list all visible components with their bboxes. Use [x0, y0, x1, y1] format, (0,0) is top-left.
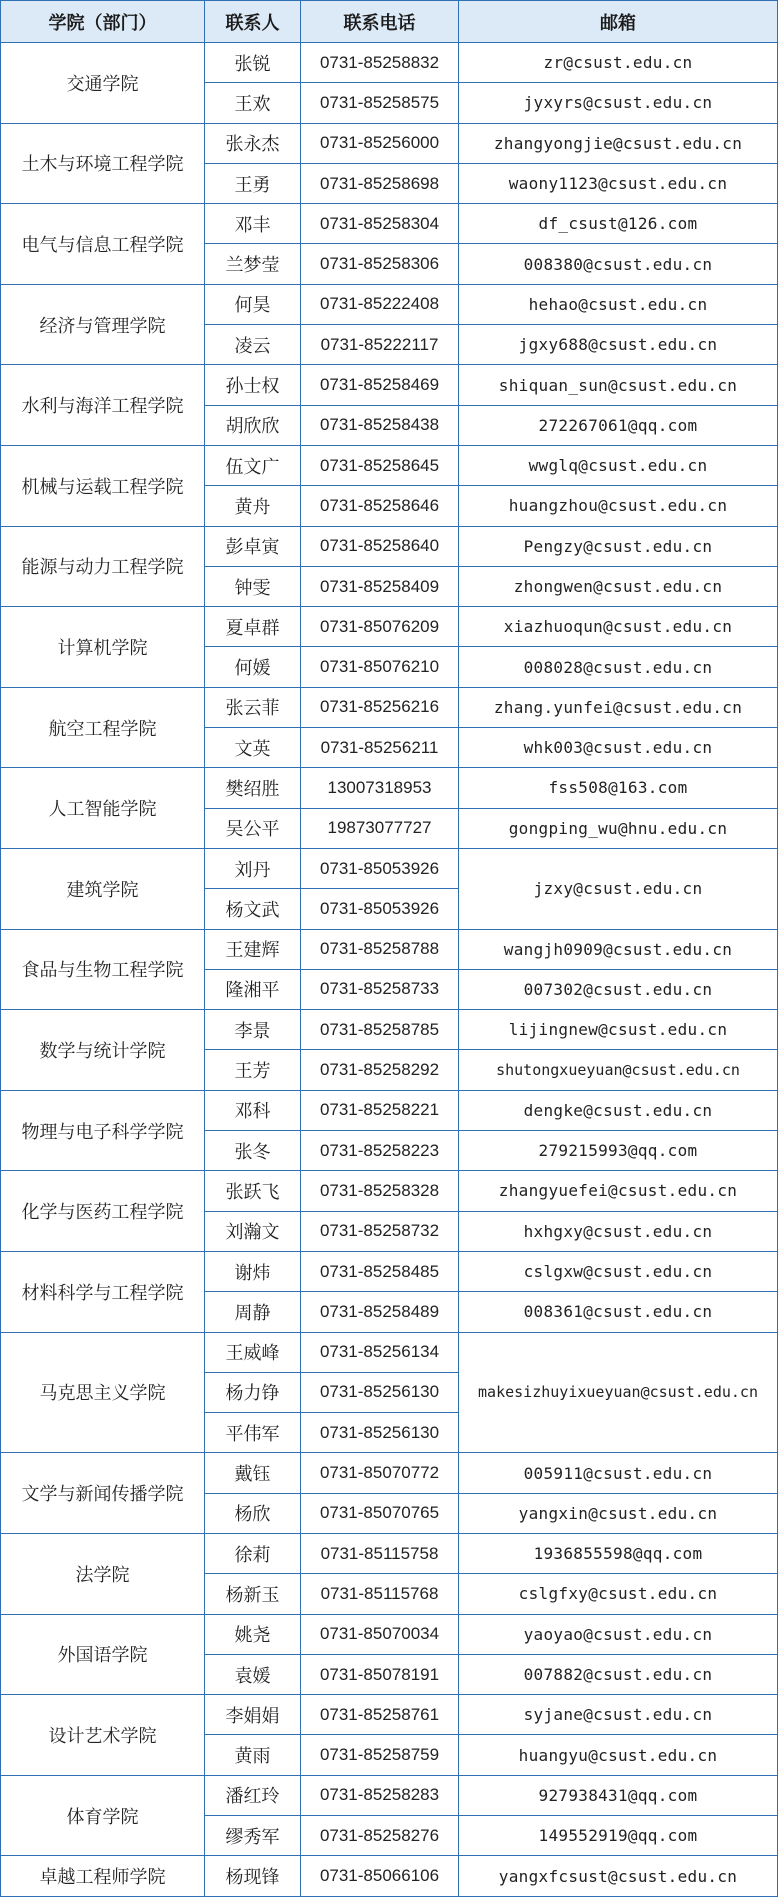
contact-phone: 0731-85115768	[301, 1574, 459, 1614]
table-row	[1, 1090, 778, 1130]
header-phone: 联系电话	[301, 1, 459, 43]
contact-name: 张永杰	[205, 123, 301, 163]
contact-email[interactable]: cslgxw@csust.edu.cn	[459, 1251, 778, 1291]
contact-phone: 0731-85078191	[301, 1654, 459, 1694]
contact-email[interactable]: hehao@csust.edu.cn	[459, 284, 778, 324]
college-name: 文学与新闻传播学院	[1, 1453, 205, 1534]
contact-name: 周静	[205, 1292, 301, 1332]
contact-name: 王欢	[205, 83, 301, 123]
table-row	[1, 123, 778, 163]
college-name: 数学与统计学院	[1, 1010, 205, 1091]
contact-phone: 0731-85222408	[301, 284, 459, 324]
contact-email[interactable]: wangjh0909@csust.edu.cn	[459, 929, 778, 969]
header-row	[1, 1, 778, 43]
contact-email[interactable]: shutongxueyuan@csust.edu.cn	[459, 1050, 778, 1090]
contact-phone: 0731-85258438	[301, 405, 459, 445]
contact-name: 孙士权	[205, 365, 301, 405]
contact-email[interactable]: waony1123@csust.edu.cn	[459, 163, 778, 203]
contact-phone: 0731-85070034	[301, 1614, 459, 1654]
contact-name: 平伟军	[205, 1413, 301, 1453]
contact-email[interactable]: zhangyongjie@csust.edu.cn	[459, 123, 778, 163]
contact-name: 戴钰	[205, 1453, 301, 1493]
contact-email[interactable]: huangyu@csust.edu.cn	[459, 1735, 778, 1775]
contact-email[interactable]: hxhgxy@csust.edu.cn	[459, 1211, 778, 1251]
contact-email[interactable]: jgxy688@csust.edu.cn	[459, 325, 778, 365]
contact-phone: 13007318953	[301, 768, 459, 808]
contact-email[interactable]: zhang.yunfei@csust.edu.cn	[459, 687, 778, 727]
table-row	[1, 1856, 778, 1896]
contact-email[interactable]: yangxin@csust.edu.cn	[459, 1493, 778, 1533]
contact-phone: 0731-85258304	[301, 204, 459, 244]
contact-phone: 0731-85258328	[301, 1171, 459, 1211]
table-row	[1, 526, 778, 566]
contact-phone: 0731-85258640	[301, 526, 459, 566]
contact-phone: 0731-85258469	[301, 365, 459, 405]
contact-phone: 0731-85258283	[301, 1775, 459, 1815]
table-row	[1, 607, 778, 647]
contact-email[interactable]: yangxfcsust@csust.edu.cn	[459, 1856, 778, 1896]
table-row	[1, 1453, 778, 1493]
contact-email[interactable]: 007302@csust.edu.cn	[459, 969, 778, 1009]
table-row	[1, 929, 778, 969]
college-name: 土木与环境工程学院	[1, 123, 205, 204]
contact-name: 兰梦莹	[205, 244, 301, 284]
contact-phone: 0731-85258306	[301, 244, 459, 284]
contact-email[interactable]: 008028@csust.edu.cn	[459, 647, 778, 687]
contact-email[interactable]: zhangyuefei@csust.edu.cn	[459, 1171, 778, 1211]
contact-name: 张云菲	[205, 687, 301, 727]
contact-email[interactable]: 927938431@qq.com	[459, 1775, 778, 1815]
contact-email[interactable]: syjane@csust.edu.cn	[459, 1695, 778, 1735]
contact-email[interactable]: huangzhou@csust.edu.cn	[459, 486, 778, 526]
contact-email[interactable]: 149552919@qq.com	[459, 1816, 778, 1856]
contact-phone: 0731-85053926	[301, 848, 459, 888]
contact-email[interactable]: whk003@csust.edu.cn	[459, 728, 778, 768]
contact-phone: 0731-85115758	[301, 1533, 459, 1573]
contact-name: 李景	[205, 1010, 301, 1050]
contact-email[interactable]: 272267061@qq.com	[459, 405, 778, 445]
table-row	[1, 43, 778, 83]
contact-phone: 0731-85222117	[301, 325, 459, 365]
contact-email[interactable]: zhongwen@csust.edu.cn	[459, 566, 778, 606]
contact-phone: 0731-85258732	[301, 1211, 459, 1251]
table-row	[1, 768, 778, 808]
contact-phone: 0731-85066106	[301, 1856, 459, 1896]
contact-name: 杨欣	[205, 1493, 301, 1533]
contact-name: 伍文广	[205, 445, 301, 485]
contact-name: 徐莉	[205, 1533, 301, 1573]
header-email: 邮箱	[459, 1, 778, 43]
table-row	[1, 1010, 778, 1050]
contact-name: 刘丹	[205, 848, 301, 888]
contact-phone: 0731-85258221	[301, 1090, 459, 1130]
contact-name: 吴公平	[205, 808, 301, 848]
contact-name: 文英	[205, 728, 301, 768]
table-row	[1, 1251, 778, 1291]
contact-name: 王勇	[205, 163, 301, 203]
college-name: 食品与生物工程学院	[1, 929, 205, 1010]
contact-phone: 0731-85258759	[301, 1735, 459, 1775]
contact-name: 杨力铮	[205, 1372, 301, 1412]
contact-phone: 0731-85258489	[301, 1292, 459, 1332]
contact-email[interactable]: yaoyao@csust.edu.cn	[459, 1614, 778, 1654]
contact-phone: 0731-85256130	[301, 1372, 459, 1412]
table-row	[1, 1171, 778, 1211]
contact-email[interactable]: fss508@163.com	[459, 768, 778, 808]
college-name: 航空工程学院	[1, 687, 205, 768]
contact-name: 钟雯	[205, 566, 301, 606]
contact-email[interactable]: jzxy@csust.edu.cn	[459, 848, 778, 929]
contact-phone: 0731-85076209	[301, 607, 459, 647]
table-row	[1, 1695, 778, 1735]
contact-email[interactable]: 279215993@qq.com	[459, 1131, 778, 1171]
college-name: 人工智能学院	[1, 768, 205, 849]
contact-name: 张冬	[205, 1131, 301, 1171]
contact-name: 黄舟	[205, 486, 301, 526]
college-name: 外国语学院	[1, 1614, 205, 1695]
college-name: 材料科学与工程学院	[1, 1251, 205, 1332]
table-row	[1, 284, 778, 324]
contact-name: 王威峰	[205, 1332, 301, 1372]
contact-name: 张跃飞	[205, 1171, 301, 1211]
table-row	[1, 1614, 778, 1654]
contact-email[interactable]: shiquan_sun@csust.edu.cn	[459, 365, 778, 405]
college-name: 交通学院	[1, 43, 205, 124]
contact-phone: 0731-85258788	[301, 929, 459, 969]
contact-name: 彭卓寅	[205, 526, 301, 566]
contact-name: 隆湘平	[205, 969, 301, 1009]
contact-email[interactable]: 008361@csust.edu.cn	[459, 1292, 778, 1332]
contact-name: 何媛	[205, 647, 301, 687]
contact-name: 张锐	[205, 43, 301, 83]
contact-phone: 0731-85070765	[301, 1493, 459, 1533]
contact-phone: 0731-85258761	[301, 1695, 459, 1735]
contact-name: 缪秀军	[205, 1816, 301, 1856]
contact-phone: 0731-85258832	[301, 43, 459, 83]
contact-name: 刘瀚文	[205, 1211, 301, 1251]
contact-name: 杨现锋	[205, 1856, 301, 1896]
contact-email[interactable]: 005911@csust.edu.cn	[459, 1453, 778, 1493]
header-college: 学院（部门）	[1, 1, 205, 43]
table-row	[1, 687, 778, 727]
contact-email[interactable]: 008380@csust.edu.cn	[459, 244, 778, 284]
contact-name: 胡欣欣	[205, 405, 301, 445]
contact-name: 何昊	[205, 284, 301, 324]
contact-phone: 0731-85258292	[301, 1050, 459, 1090]
contact-phone: 0731-85258575	[301, 83, 459, 123]
table-row	[1, 204, 778, 244]
contact-email[interactable]: gongping_wu@hnu.edu.cn	[459, 808, 778, 848]
contact-phone: 0731-85258645	[301, 445, 459, 485]
college-name: 能源与动力工程学院	[1, 526, 205, 607]
contact-phone: 0731-85076210	[301, 647, 459, 687]
contact-name: 邓丰	[205, 204, 301, 244]
college-name: 马克思主义学院	[1, 1332, 205, 1453]
table-row	[1, 1533, 778, 1573]
college-name: 卓越工程师学院	[1, 1856, 205, 1896]
contact-phone: 0731-85256000	[301, 123, 459, 163]
college-name: 水利与海洋工程学院	[1, 365, 205, 446]
contact-name: 王建辉	[205, 929, 301, 969]
college-name: 建筑学院	[1, 848, 205, 929]
contact-name: 王芳	[205, 1050, 301, 1090]
contact-name: 凌云	[205, 325, 301, 365]
contact-phone: 0731-85258785	[301, 1010, 459, 1050]
contact-email[interactable]: cslgfxy@csust.edu.cn	[459, 1574, 778, 1614]
contact-name: 潘红玲	[205, 1775, 301, 1815]
college-name: 法学院	[1, 1533, 205, 1614]
contact-phone: 0731-85258485	[301, 1251, 459, 1291]
college-name: 计算机学院	[1, 607, 205, 688]
contact-phone: 0731-85256216	[301, 687, 459, 727]
contact-name: 杨文武	[205, 889, 301, 929]
contact-name: 袁媛	[205, 1654, 301, 1694]
contact-phone: 0731-85053926	[301, 889, 459, 929]
contact-name: 黄雨	[205, 1735, 301, 1775]
contact-email[interactable]: Pengzy@csust.edu.cn	[459, 526, 778, 566]
contact-phone: 0731-85258698	[301, 163, 459, 203]
table-header	[1, 1, 778, 43]
contact-phone: 0731-85256211	[301, 728, 459, 768]
contact-phone: 19873077727	[301, 808, 459, 848]
table-row	[1, 365, 778, 405]
college-name: 设计艺术学院	[1, 1695, 205, 1776]
contact-email[interactable]: xiazhuoqun@csust.edu.cn	[459, 607, 778, 647]
college-name: 化学与医药工程学院	[1, 1171, 205, 1252]
contact-email[interactable]: 007882@csust.edu.cn	[459, 1654, 778, 1694]
contact-name: 夏卓群	[205, 607, 301, 647]
college-name: 经济与管理学院	[1, 284, 205, 365]
header-contact: 联系人	[205, 1, 301, 43]
contact-name: 谢炜	[205, 1251, 301, 1291]
contact-email[interactable]: wwglq@csust.edu.cn	[459, 445, 778, 485]
contact-email[interactable]: zr@csust.edu.cn	[459, 43, 778, 83]
contact-phone: 0731-85070772	[301, 1453, 459, 1493]
college-name: 电气与信息工程学院	[1, 204, 205, 285]
contact-email[interactable]: lijingnew@csust.edu.cn	[459, 1010, 778, 1050]
contact-email[interactable]: 1936855598@qq.com	[459, 1533, 778, 1573]
contact-phone: 0731-85258276	[301, 1816, 459, 1856]
contact-phone: 0731-85258409	[301, 566, 459, 606]
contact-phone: 0731-85258223	[301, 1131, 459, 1171]
contact-email[interactable]: jyxyrs@csust.edu.cn	[459, 83, 778, 123]
contact-name: 邓科	[205, 1090, 301, 1130]
contact-name: 杨新玉	[205, 1574, 301, 1614]
contact-email[interactable]: df_csust@126.com	[459, 204, 778, 244]
contact-name: 姚尧	[205, 1614, 301, 1654]
contact-email[interactable]: makesizhuyixueyuan@csust.edu.cn	[459, 1332, 778, 1453]
contact-email[interactable]: dengke@csust.edu.cn	[459, 1090, 778, 1130]
college-name: 体育学院	[1, 1775, 205, 1856]
table-row	[1, 445, 778, 485]
table-row	[1, 848, 778, 888]
contact-phone: 0731-85258733	[301, 969, 459, 1009]
table-body	[1, 43, 778, 1897]
contact-name: 樊绍胜	[205, 768, 301, 808]
college-name: 机械与运载工程学院	[1, 445, 205, 526]
college-name: 物理与电子科学学院	[1, 1090, 205, 1171]
contact-name: 李娟娟	[205, 1695, 301, 1735]
contact-phone: 0731-85256134	[301, 1332, 459, 1372]
table-row	[1, 1332, 778, 1372]
contact-phone: 0731-85256130	[301, 1413, 459, 1453]
table-row	[1, 1775, 778, 1815]
contact-phone: 0731-85258646	[301, 486, 459, 526]
